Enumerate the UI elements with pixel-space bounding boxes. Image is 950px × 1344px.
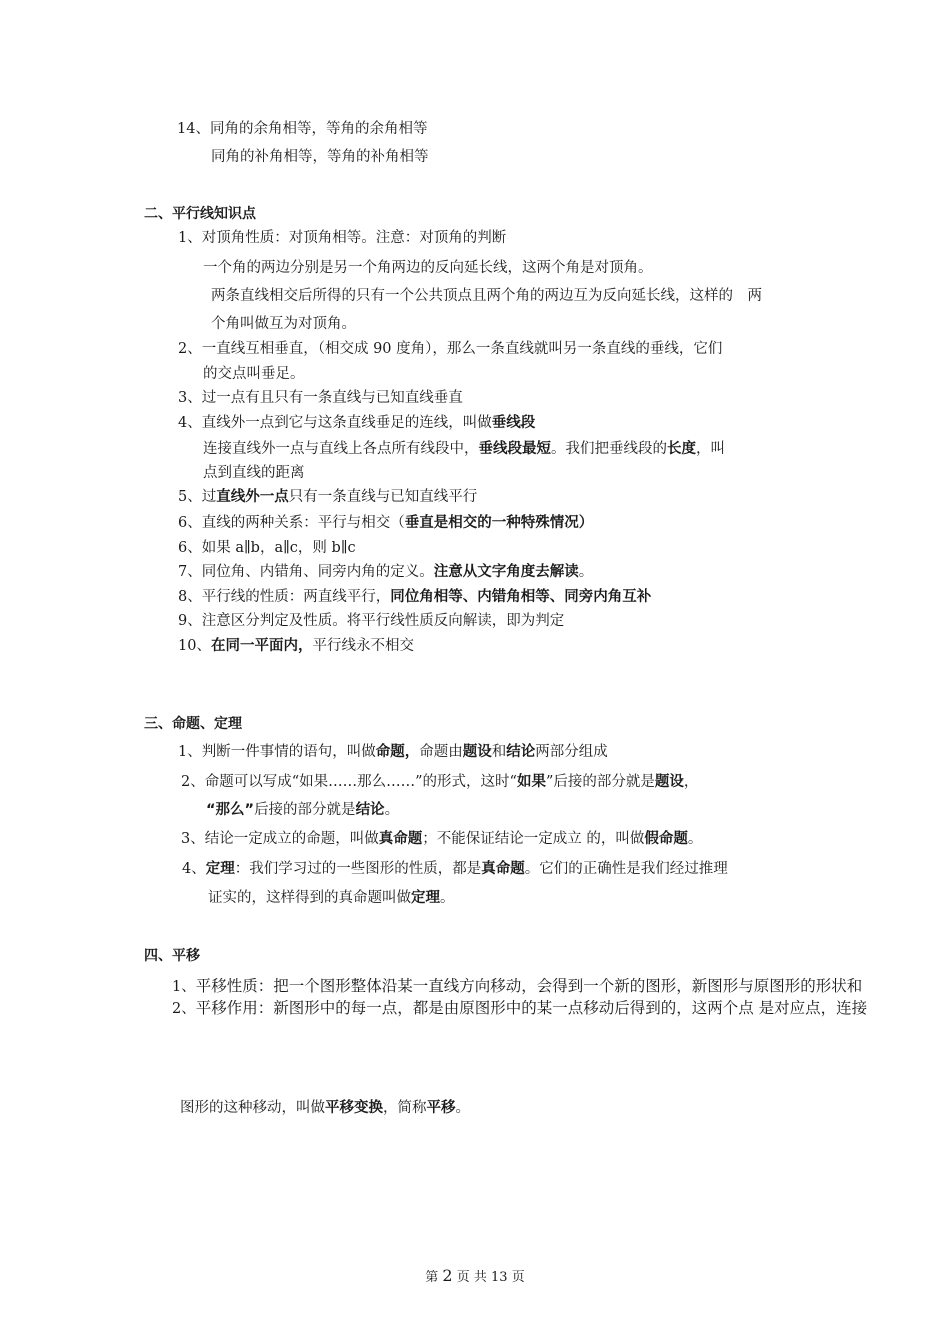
section-2-heading: 二、平行线知识点 [144, 206, 256, 222]
s3-item-4-text-1: ：我们学习过的一些图形的性质，都是 [234, 861, 482, 877]
s3-item-1-bold-3: 结论 [506, 744, 536, 760]
s3-item-1-bold-1: 命题， [375, 744, 420, 760]
s3-item-3-bold-2: 假命题 [644, 831, 688, 847]
s2-item-6b: 6、如果 a∥b，a∥c，则 b∥c [178, 540, 356, 556]
s3-item-1-text-2: 命题由 [419, 744, 463, 760]
s4-item-1-text: 平移性质：把一个图形整体沿某一直线方向移动，会得到一个新的图形，新图形与原图形的形状和 [195, 977, 863, 995]
s2-item-6-text: 6、直线的两种关系：平行与相交（ [178, 515, 405, 531]
item-14-line-2: 同角的补角相等，等角的补角相等 [211, 149, 429, 165]
s3-item-1-text-3: 和 [491, 744, 507, 760]
s2-item-4-text: 4、直线外一点到它与这条直线垂足的连线，叫做 [178, 415, 492, 431]
s3-item-3-text-2: ；不能保证结论一定成立 的，叫做 [422, 831, 645, 847]
s2-item-4a-bold-2: 长度 [667, 441, 696, 457]
s3-item-4a-bold: 定理 [411, 890, 440, 906]
s2-item-7-text-2: 。 [578, 564, 594, 580]
s2-item-4a-text-3: ，叫 [696, 441, 725, 457]
s2-item-1: 1、对顶角性质：对顶角相等。注意：对顶角的判断 [178, 230, 507, 246]
s3-item-4-num: 4、 [182, 861, 206, 877]
section-3-heading: 三、命题、定理 [144, 716, 242, 732]
s4-final-bold-1: 平移变换 [325, 1100, 383, 1116]
s3-item-4-bold-2: 真命题 [481, 861, 525, 877]
s3-item-1 [178, 742, 608, 762]
s4-final-bold-2: 平移 [426, 1100, 456, 1116]
s3-item-3-text-1: 3、结论一定成立的命题，叫做 [181, 831, 379, 847]
s2-item-4-line-b: 点到直线的距离 [203, 465, 305, 481]
s4-final-line [180, 1098, 470, 1118]
s2-item-7-bold: 注意从文字角度去解读 [433, 564, 579, 580]
s3-item-4a-text-1: 证实的，这样得到的真命题叫做 [208, 890, 411, 906]
s2-item-4a-text-1: 连接直线外一点与直线上各点所有线段中， [203, 441, 479, 457]
s2-item-9: 9、注意区分判定及性质。将平行线性质反向解读，即为判定 [178, 613, 565, 629]
s2-item-6-bold: 垂直是相交的一种特殊情况） [404, 515, 594, 531]
s3-item-1-text-1: 1、判断一件事情的语句，叫做 [178, 744, 376, 760]
s2-item-1-line-c: 个角叫做互为对顶角。 [211, 316, 356, 332]
s2-item-7 [178, 562, 593, 582]
s3-item-1-bold-2: 题设 [462, 744, 492, 760]
s4-final-text-1: 图形的这种移动，叫做 [180, 1100, 325, 1116]
s2-item-10 [178, 636, 414, 656]
s3-item-4-line-b [208, 888, 455, 908]
s2-item-5 [178, 487, 477, 507]
s2-item-4-line-a [203, 439, 725, 459]
s4-item-1-num: 1、 [172, 979, 196, 995]
s3-item-4-bold-1: 定理 [205, 861, 235, 877]
s2-item-10-num: 10、 [178, 638, 211, 654]
s3-item-2-text-1: 2、命题可以写成“如果……那么……”的形式，这时“ [181, 774, 517, 790]
s2-item-2-line-a: 2、一直线互相垂直，（相交成 90 度角），那么一条直线就叫另一条直线的垂线，它们 [178, 341, 723, 357]
s3-item-2a-bold-1: “那么” [206, 802, 255, 818]
s3-item-2-text-2: ”后接的部分就是 [545, 774, 655, 790]
s4-item-2-num: 2、 [172, 1001, 196, 1017]
s3-item-3-bold-1: 真命题 [378, 831, 423, 847]
s3-item-4a-text-2: 。 [440, 890, 455, 906]
s3-item-2-bold-1: 如果 [516, 774, 546, 790]
s3-item-2-line-a [181, 772, 698, 792]
s2-item-8-text: 8、平行线的性质：两直线平行， [178, 589, 391, 605]
item-14-line-1: 14、同角的余角相等，等角的余角相等 [177, 121, 428, 137]
s2-item-5-bold: 直线外一点 [216, 489, 289, 505]
s2-item-5-text-2: 只有一条直线与已知直线平行 [288, 489, 478, 505]
section-4-heading: 四、平移 [144, 948, 200, 964]
footer-total-pages: 13 [491, 1270, 508, 1285]
s2-item-8 [178, 587, 651, 607]
s3-item-4-text-2: 。它们的正确性是我们经过推理 [524, 861, 728, 877]
footer-prefix: 第 [425, 1270, 439, 1285]
s2-item-4-bold: 垂线段 [491, 415, 536, 431]
s2-item-1-line-a: 一个角的两边分别是另一个角两边的反向延长线，这两个角是对顶角。 [203, 260, 653, 276]
footer-page-number: 2 [442, 1266, 453, 1285]
s2-item-3: 3、过一点有且只有一条直线与已知直线垂直 [178, 390, 463, 406]
s3-item-2a-text-1: 后接的部分就是 [254, 802, 356, 818]
s4-final-text-2: ，简称 [383, 1100, 427, 1116]
s2-item-4a-text-2: 。我们把垂线段的 [551, 441, 667, 457]
s3-item-3 [181, 829, 702, 849]
footer-suffix: 页 [511, 1270, 525, 1285]
s2-item-7-text-1: 7、同位角、内错角、同旁内角的定义。 [178, 564, 434, 580]
s2-item-2-line-b: 的交点叫垂足。 [203, 366, 305, 382]
s4-item-2-text: 平移作用：新图形中的每一点，都是由原图形中的某一点移动后得到的，这两个点 是对应点，连接 [195, 999, 868, 1017]
s2-item-5-text-1: 5、过 [178, 489, 217, 505]
s3-item-3-text-3: 。 [687, 831, 703, 847]
s3-item-2-line-b [206, 800, 399, 820]
page-footer [0, 1266, 950, 1285]
s3-item-2a-text-2: 。 [384, 802, 400, 818]
s3-item-4-line-a [182, 859, 728, 879]
s4-final-text-3: 。 [455, 1100, 470, 1116]
s3-item-1-text-4: 两部分组成 [535, 744, 608, 760]
s4-item-1 [172, 976, 950, 997]
s2-item-8-bold: 同位角相等、内错角相等、同旁内角互补 [390, 589, 652, 605]
s3-item-2-bold-2: 题设 [654, 774, 684, 790]
s2-item-6 [178, 513, 593, 533]
s2-item-4 [178, 413, 535, 433]
s3-item-2-text-3: ， [683, 774, 699, 790]
s2-item-10-text: 平行线永不相交 [312, 638, 414, 654]
footer-middle: 页 共 [456, 1270, 487, 1285]
s3-item-2a-bold-2: 结论 [355, 802, 385, 818]
s2-item-1-line-b: 两条直线相交后所得的只有一个公共顶点且两个角的两边互为反向延长线，这样的 两 [211, 288, 762, 304]
s2-item-10-bold: 在同一平面内， [210, 638, 313, 654]
s2-item-4a-bold-1: 垂线段最短 [478, 441, 551, 457]
s4-item-2 [172, 998, 950, 1019]
